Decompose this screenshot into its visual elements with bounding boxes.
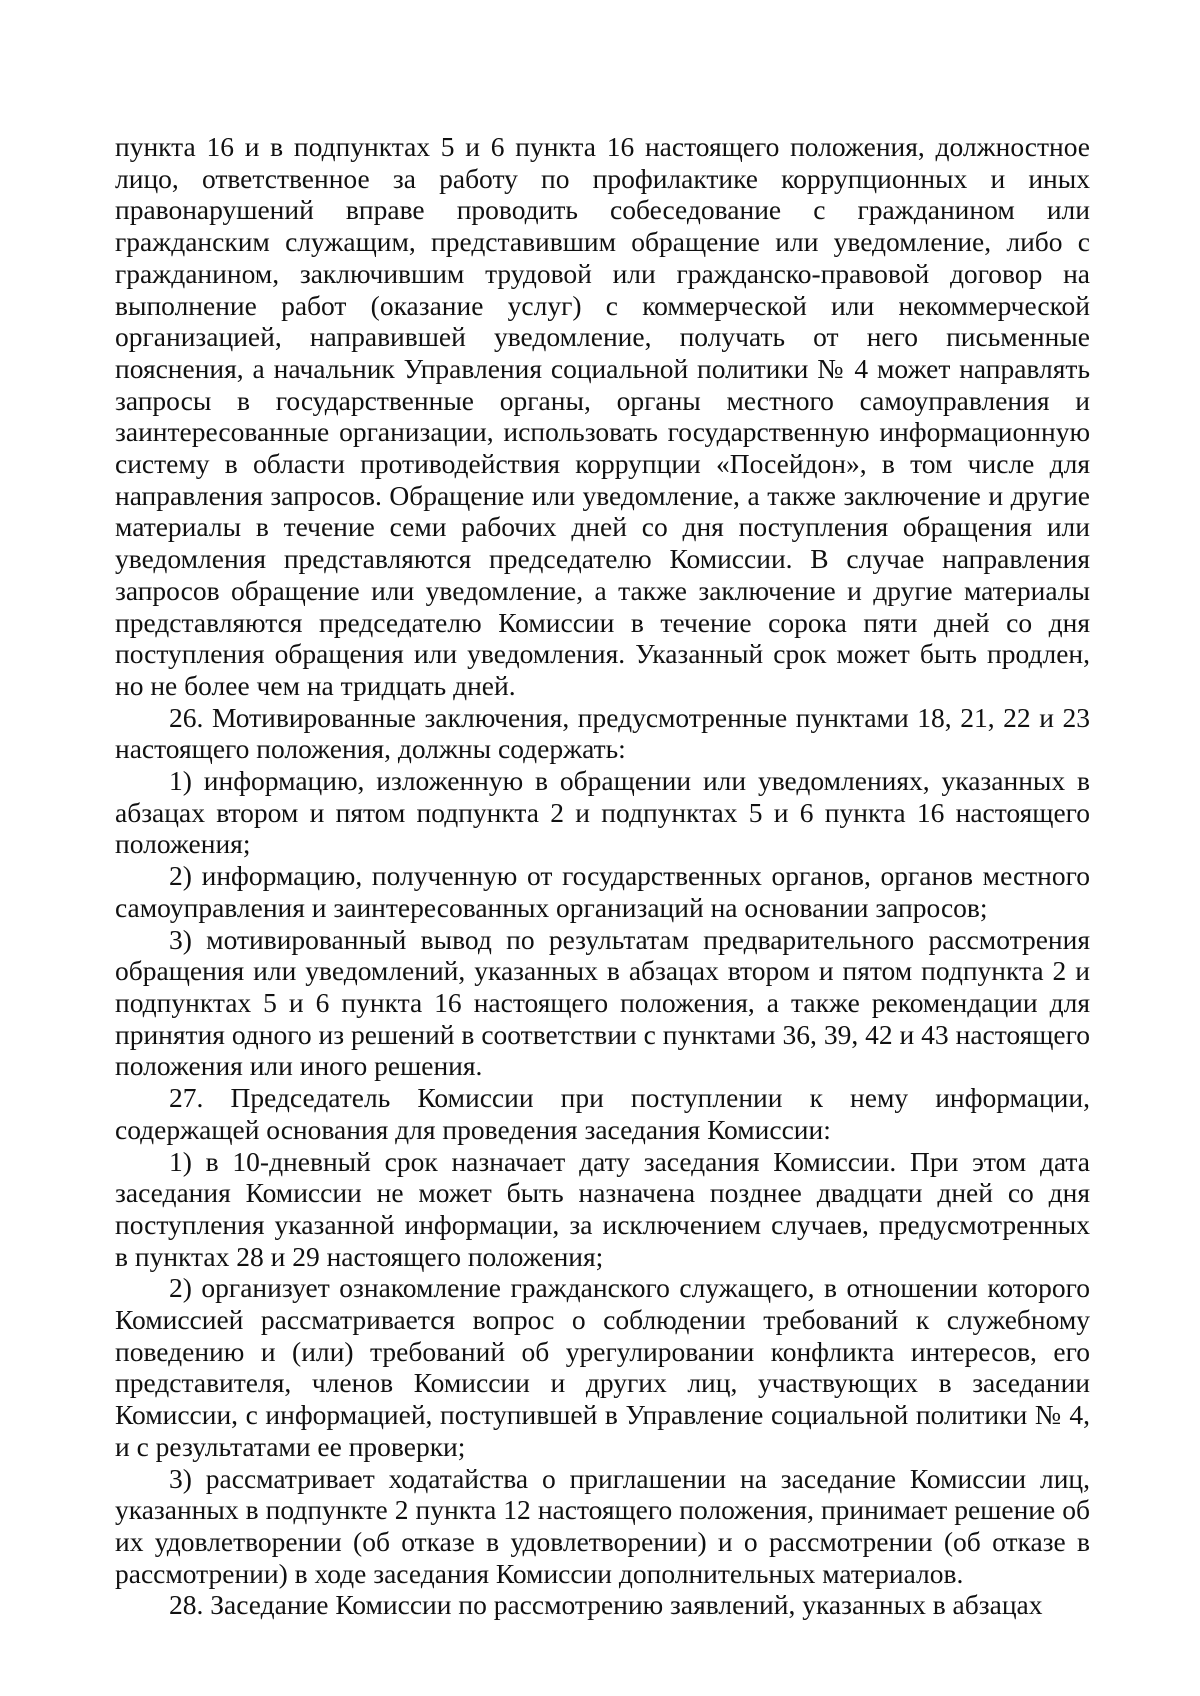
paragraph-3: 1) информацию, изложенную в обращении или уведомлениях, указанных в абзацах втором и пятом подпункта 2 и подпунктах 5 и 6 пункта 16 настоящего положения; [115,765,1090,860]
paragraph-7: 1) в 10-дневный срок назначает дату заседания Комиссии. При этом дата заседания Комиссии не может быть назначена позднее двадцати дней со дня поступления указанной информации, за исключением случаев, предусмотренных в пунктах 28 и 29 настоящего положения; [115,1145,1090,1272]
paragraph-1: пункта 16 и в подпунктах 5 и 6 пункта 16 настоящего положения, должностное лицо, ответственное за работу по профилактике коррупционных и иных правонарушений вправе проводить собеседование с гражданином или гражданским служащим, представившим обращение или уведомление, либо с гражданином, заключившим трудовой или гражданско-правовой договор на выполнение работ (оказание услуг) с коммерческой или некоммерческой организацией, направившей уведомление, получать от него письменные пояснения, а начальник Управления социальной политики № 4 может направлять запросы в государственные органы, органы местного самоуправления и заинтересованные организации, использовать государственную информационную систему в области противодействия коррупции «Посейдон», в том числе для направления запросов. Обращение или уведомление, а также заключение и другие материалы в течение семи рабочих дней со дня поступления обращения или уведомления представляются председателю Комиссии. В случае направления запросов обращение или уведомление, а также заключение и другие материалы представляются председателю Комиссии в течение сорока пяти дней со дня поступления обращения или уведомления. Указанный срок может быть продлен, но не более чем на тридцать дней. [115,131,1090,701]
paragraph-4: 2) информацию, полученную от государственных органов, органов местного самоуправления и заинтересованных организаций на основании запросов; [115,860,1090,923]
paragraph-5: 3) мотивированный вывод по результатам предварительного рассмотрения обращения или уведомлений, указанных в абзацах втором и пятом подпункта 2 и подпунктах 5 и 6 пункта 16 настоящего положения, а также рекомендации для принятия одного из решений в соответствии с пунктами 36, 39, 42 и 43 настоящего положения или иного решения. [115,923,1090,1082]
paragraph-2: 26. Мотивированные заключения, предусмотренные пунктами 18, 21, 22 и 23 настоящего положения, должны содержать: [115,701,1090,765]
paragraph-10: 28. Заседание Комиссии по рассмотрению заявлений, указанных в абзацах [169,1589,1043,1621]
paragraph-9: 3) рассматривает ходатайства о приглашении на заседание Комиссии лиц, указанных в подпункте 2 пункта 12 настоящего положения, принимает решение об их удовлетворении (об отказе в удовлетворении) и о рассмотрении (об отказе в рассмотрении) в ходе заседания Комиссии дополнительных материалов. [115,1462,1090,1589]
paragraph-8: 2) организует ознакомление гражданского служащего, в отношении которого Комиссией рассматривается вопрос о соблюдении требований к служебному поведению и (или) требований об урегулировании конфликта интересов, его представителя, членов Комиссии и других лиц, участвующих в заседании Комиссии, с информацией, поступившей в Управление социальной политики № 4, и с результатами ее проверки; [115,1272,1090,1462]
document-page [115,131,1090,1621]
paragraph-6: 27. Председатель Комиссии при поступлении к нему информации, содержащей основания для проведения заседания Комиссии: [115,1082,1090,1145]
